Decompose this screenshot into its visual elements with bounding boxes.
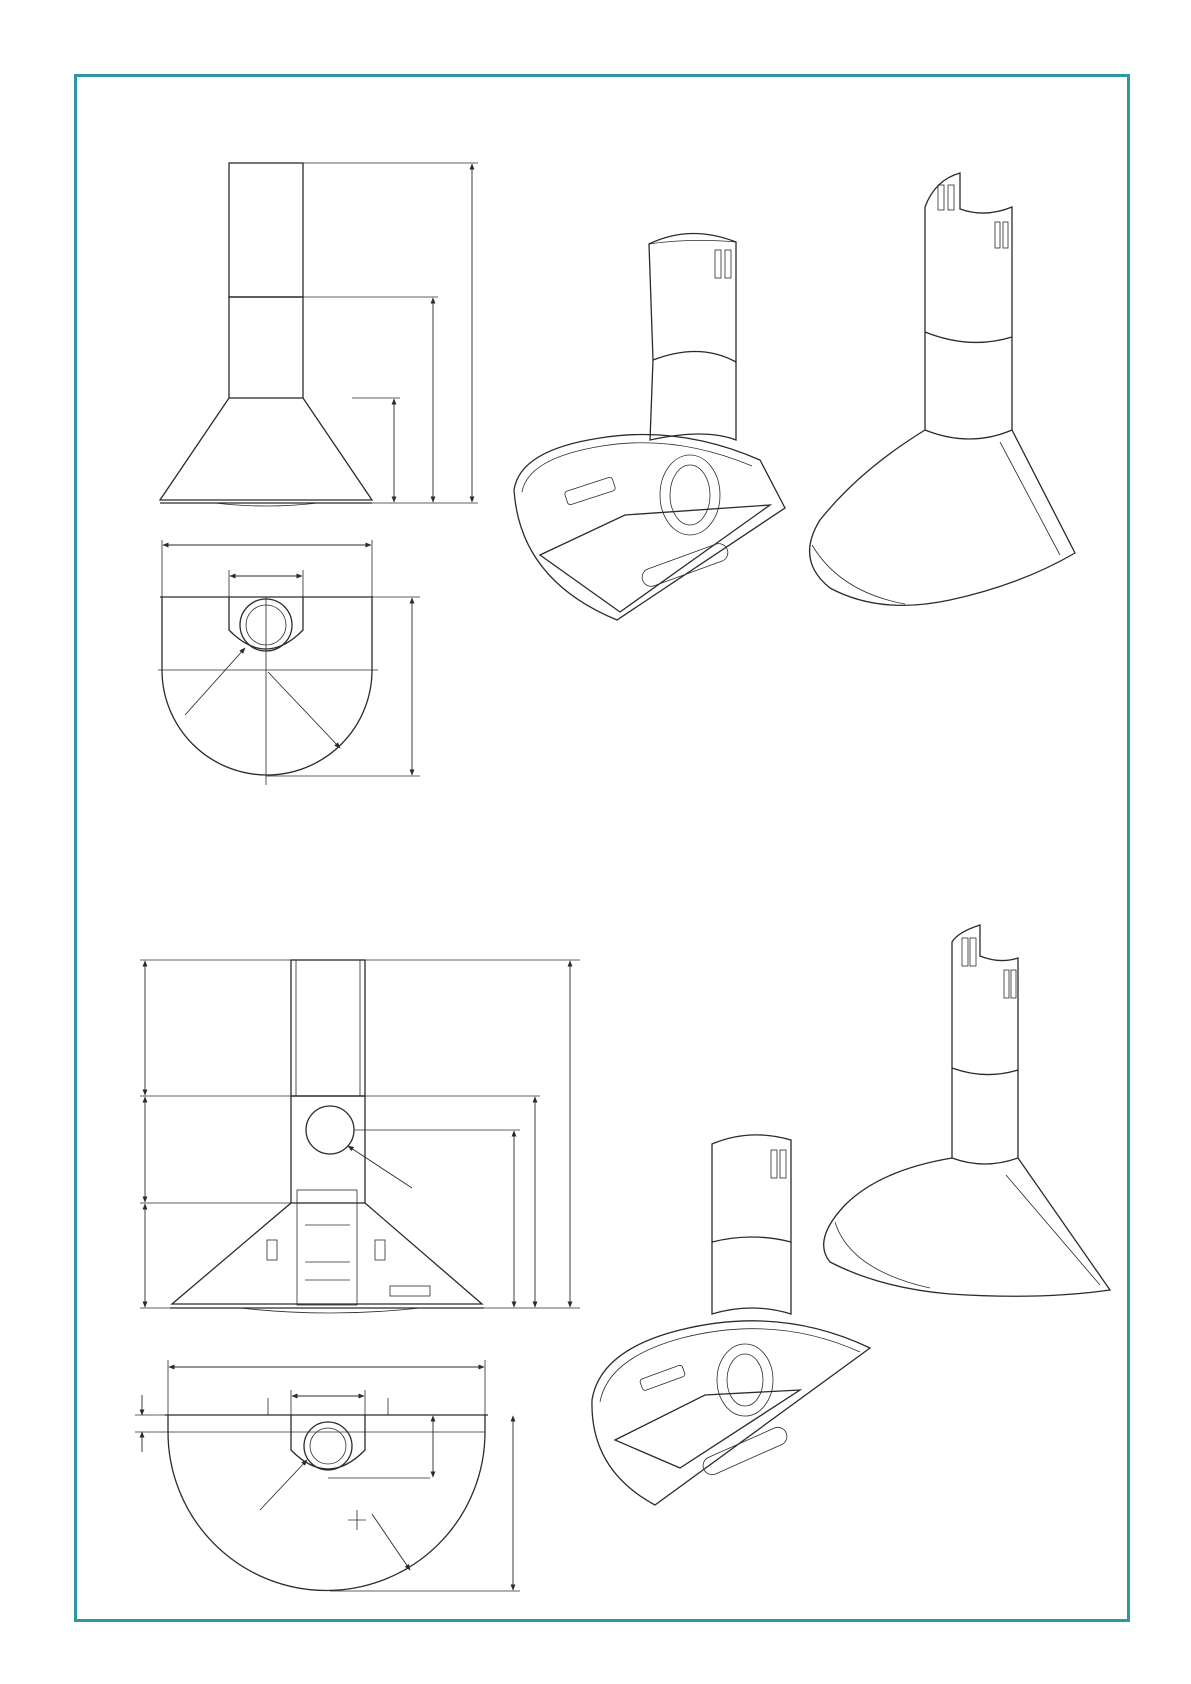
minerva-60-perspective-underside bbox=[514, 233, 785, 620]
canopy-outline-90 bbox=[168, 1415, 485, 1591]
minerva-90-top-view bbox=[135, 1360, 520, 1591]
duct-circle-125 bbox=[306, 1106, 354, 1154]
minerva-60-perspective-exterior bbox=[810, 173, 1075, 605]
chimney-upper-90 bbox=[291, 960, 365, 1096]
hood-body bbox=[160, 398, 372, 500]
hood-body-90 bbox=[172, 1203, 482, 1304]
chimney-upper bbox=[229, 163, 303, 297]
minerva-90-perspective-exterior bbox=[824, 925, 1110, 1296]
minerva-90-side-view bbox=[140, 960, 580, 1313]
minerva-90-perspective-underside bbox=[592, 1135, 870, 1505]
canopy-outline bbox=[162, 597, 372, 775]
minerva-60-side-view bbox=[160, 163, 478, 506]
chimney-lower bbox=[229, 297, 303, 398]
canopy-underside bbox=[514, 434, 785, 620]
minerva-60-top-view bbox=[158, 540, 420, 785]
duct-opening-90 bbox=[304, 1422, 352, 1470]
